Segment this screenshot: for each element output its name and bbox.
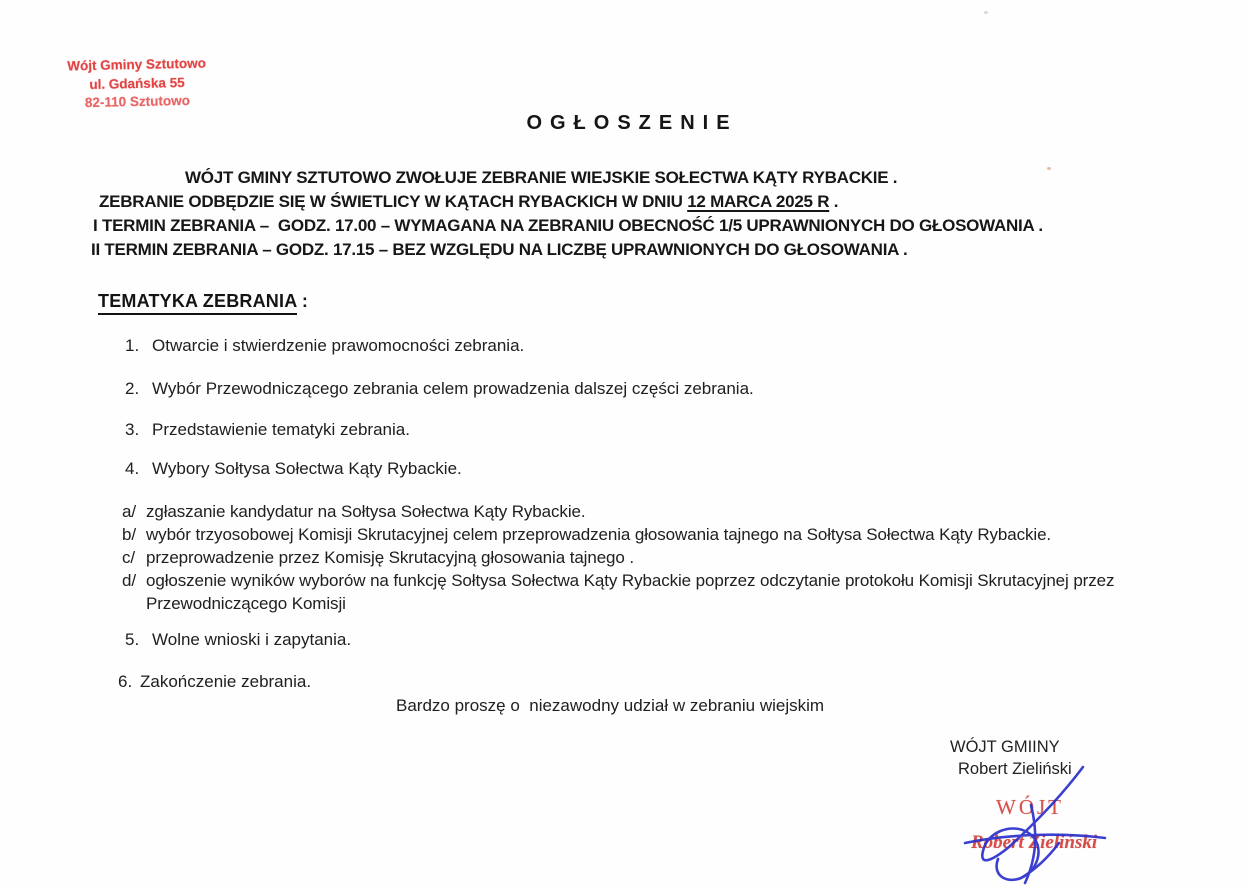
- agenda-item-number: 2.: [125, 379, 140, 398]
- agenda-heading-colon: :: [296, 291, 309, 311]
- agenda-subitem-text: wybór trzyosobowej Komisji Skrutacyjnej celem przeprowadzenia głosowania tajnego na Sołtysa Sołectwa Kąty Rybackie.: [146, 525, 1052, 544]
- intro-line-2-post: .: [829, 192, 839, 211]
- closing-request: Bardzo proszę o niezawodny udział w zebraniu wiejskim: [396, 696, 825, 715]
- intro-line-1: WÓJT GMINY SZTUTOWO ZWOŁUJE ZEBRANIE WIEJSKIE SOŁECTWA KĄTY RYBACKIE .: [185, 168, 898, 187]
- agenda-item-number: 4.: [125, 459, 140, 478]
- agenda-heading: [98, 291, 308, 312]
- agenda-item-number: 6.: [118, 672, 133, 691]
- agenda-item-number: 5.: [125, 630, 140, 649]
- agenda-subitem-text: przeprowadzenie przez Komisję Skrutacyjną głosowania tajnego .: [146, 548, 635, 567]
- agenda-heading-text: TEMATYKA ZEBRANIA: [98, 291, 297, 315]
- document-title: OGŁOSZENIE: [526, 112, 738, 134]
- handwritten-signature-scribble: [935, 763, 1130, 885]
- agenda-subitem-letter: b/: [122, 525, 136, 544]
- signer-name: Robert Zieliński: [958, 760, 1072, 778]
- signature-stamp-name: Robert Zieliński: [971, 832, 1098, 853]
- agenda-item-text: Otwarcie i stwierdzenie prawomocności zebrania.: [152, 336, 525, 355]
- intro-line-2: [99, 192, 838, 212]
- signature-stamp-title: WÓJT: [996, 795, 1064, 819]
- agenda-item-number: 1.: [125, 336, 140, 355]
- agenda-subitem-text: zgłaszanie kandydatur na Sołtysa Sołectwa Kąty Rybackie.: [146, 502, 586, 521]
- stamp-city: 82-110 Sztutowo: [84, 92, 191, 111]
- sender-address-stamp: [47, 54, 226, 113]
- intro-line-4: II TERMIN ZEBRANIA – GODZ. 17.15 – BEZ WZGLĘDU NA LICZBĘ UPRAWNIONYCH DO GŁOSOWANIA .: [91, 240, 908, 259]
- meeting-date: 12 MARCA 2025 R: [687, 192, 830, 211]
- signer-title: WÓJT GMIINY: [950, 738, 1060, 756]
- agenda-subitem-text: ogłoszenie wyników wyborów na funkcję Sołtysa Sołectwa Kąty Rybackie poprzez odczytanie protokołu Komisji Skrutacyjnej przez Przewodniczącego Komisji: [146, 571, 1115, 613]
- agenda-subitem-letter: d/: [122, 571, 136, 590]
- scan-speck: [984, 11, 988, 14]
- stamp-street: ul. Gdańska 55: [89, 74, 185, 92]
- intro-line-3: I TERMIN ZEBRANIA – GODZ. 17.00 – WYMAGANA NA ZEBRANIU OBECNOŚĆ 1/5 UPRAWNIONYCH DO GŁOSOWANIA .: [93, 216, 1043, 235]
- stamp-sender-name: Wójt Gminy Sztutowo: [67, 55, 207, 74]
- scan-speck: [1047, 167, 1051, 170]
- agenda-item-text: Zakończenie zebrania.: [140, 672, 312, 691]
- agenda-item-text: Przedstawienie tematyki zebrania.: [152, 420, 410, 439]
- agenda-subitem-letter: c/: [122, 548, 136, 567]
- agenda-item-number: 3.: [125, 420, 140, 439]
- agenda-item-text: Wybór Przewodniczącego zebrania celem prowadzenia dalszej części zebrania.: [152, 379, 754, 398]
- intro-line-2-pre: ZEBRANIE ODBĘDZIE SIĘ W ŚWIETLICY W KĄTACH RYBACKICH W DNIU: [99, 192, 688, 211]
- agenda-subitem-letter: a/: [122, 502, 136, 521]
- agenda-item-text: Wybory Sołtysa Sołectwa Kąty Rybackie.: [152, 459, 462, 478]
- agenda-item-text: Wolne wnioski i zapytania.: [152, 630, 352, 649]
